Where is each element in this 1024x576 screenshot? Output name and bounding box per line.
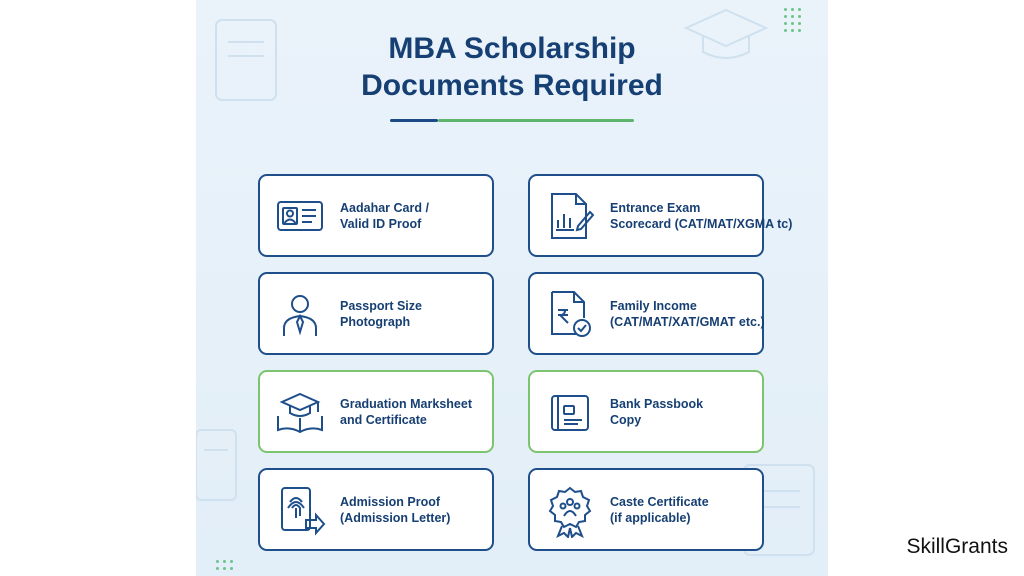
page-title [196,30,828,104]
id-card-icon [272,188,328,244]
document-card-entrance-scorecard [528,174,793,257]
document-card-caste-certificate [528,468,764,551]
document-card-label: Graduation Marksheet and Certificate [340,396,472,427]
document-card-admission-proof [258,468,494,551]
graduation-book-icon [272,384,328,440]
certificate-seal-icon [542,482,598,538]
bank-passbook-icon [542,384,598,440]
decorative-dots-bottom-left [216,560,236,576]
title-line-2: Documents Required [361,69,663,102]
document-card-bank-passbook [528,370,764,453]
document-card-label: Aadahar Card / Valid ID Proof [340,200,429,231]
document-card-graduation-marksheet [258,370,494,453]
person-photo-icon [272,286,328,342]
document-card-label: Passport Size Photograph [340,298,422,329]
income-certificate-icon [542,286,598,342]
title-underline [390,119,634,122]
document-card-label: Entrance Exam Scorecard (CAT/MAT/XGMA tc) [610,200,793,231]
document-card-passport-photo [258,272,494,355]
document-card-label: Bank Passbook Copy [610,396,704,427]
document-card-label: Caste Certificate (if applicable) [610,494,709,525]
scorecard-chart-icon [542,188,598,244]
title-line-1: MBA Scholarship [388,32,636,65]
background-clipboard-icon [196,420,246,510]
document-card-label: Family Income (CAT/MAT/XAT/GMAT etc.) [610,298,765,329]
infographic-panel [196,0,828,576]
document-card-label: Admission Proof (Admission Letter) [340,494,451,525]
document-card-id-proof [258,174,494,257]
brand-watermark: SkillGrants [906,535,1008,558]
document-card-family-income [528,272,764,355]
fingerprint-document-icon [272,482,328,538]
